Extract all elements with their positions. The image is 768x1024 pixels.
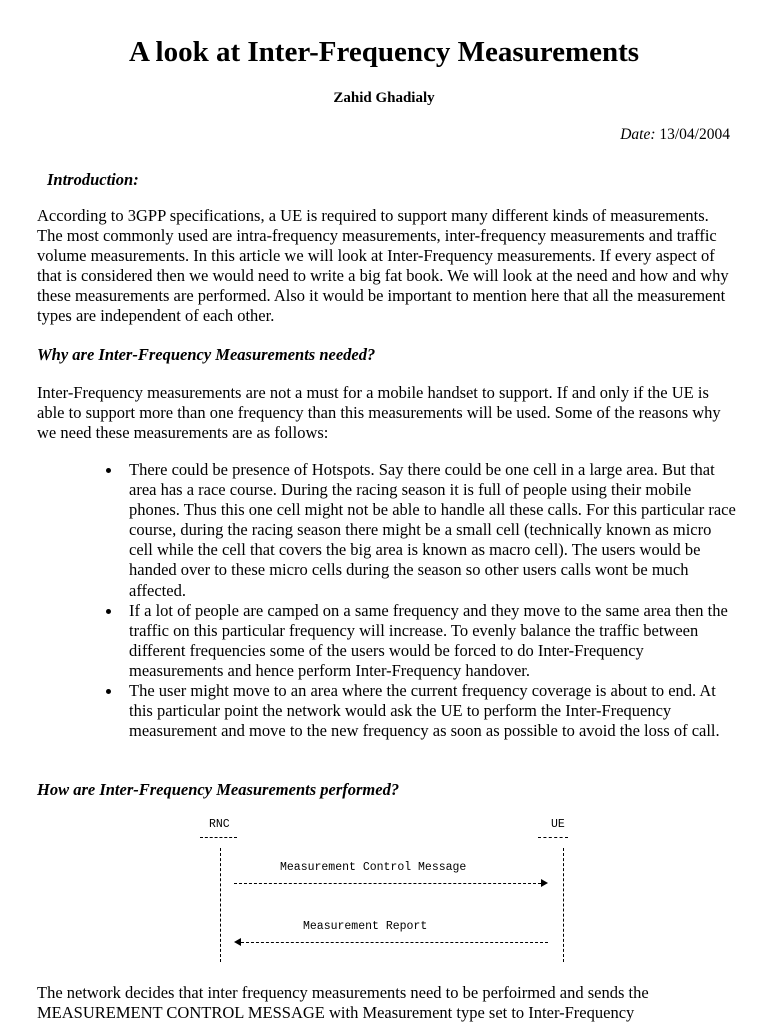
date-label: Date: <box>620 126 656 143</box>
list-item-text: If a lot of people are camped on a same frequency and they move to the same area then the traffic on this particular frequency will increase. To evenly balance the traffic between different frequencies some of the users would be forced to do Inter-Frequency measurements and hence perform Inter-Frequency handover. <box>129 600 728 680</box>
list-item-text: The user might move to an area where the current frequency coverage is about to end. At this particular point the network would ask the UE to perform the Inter-Frequency measurement and move to the new frequency as soon as possible to avoid the loss of call. <box>129 681 720 741</box>
list-item <box>37 460 737 601</box>
bullet-icon <box>106 689 111 694</box>
reasons-list <box>37 460 737 741</box>
right-arrow-icon <box>541 879 548 887</box>
measurement-report-label: Measurement Report <box>303 920 428 933</box>
measurement-report-arrow-line <box>241 942 548 943</box>
list-item-text: There could be presence of Hotspots. Say there could be one cell in a large area. But that area has a race course. During the racing season it is full of people using their mobile phones. Thus this one cell might not be able to handle all these calls. For this particular race course, during the racing season there might be a small cell (technically known as micro cell while the cell that covers the big area is known as macro cell). The users would be handed over to these micro cells during the season so other users calls wont be much affected. <box>129 460 736 600</box>
message-sequence-diagram <box>0 816 768 966</box>
left-arrow-icon <box>234 938 241 946</box>
how-heading: How are Inter-Frequency Measurements performed? <box>37 780 400 799</box>
how-paragraph: The network decides that inter frequency measurements need to be perfoirmed and sends the MEASUREMENT CONTROL MESSAGE with Measurement type set to Inter-Frequency <box>37 983 649 1023</box>
measurement-control-message-label: Measurement Control Message <box>280 861 467 874</box>
measurement-control-arrow-line <box>234 883 541 884</box>
rnc-label: RNC <box>209 818 230 831</box>
ue-underline <box>538 837 568 838</box>
bullet-icon <box>106 468 111 473</box>
why-heading: Why are Inter-Frequency Measurements needed? <box>37 345 376 364</box>
bullet-icon <box>106 609 111 614</box>
introduction-heading: Introduction: <box>47 170 139 189</box>
rnc-lifeline <box>220 848 221 962</box>
ue-lifeline <box>563 848 564 962</box>
list-item <box>37 601 737 681</box>
document-title: A look at Inter-Frequency Measurements <box>128 36 640 68</box>
ue-label: UE <box>551 818 565 831</box>
why-paragraph: Inter-Frequency measurements are not a must for a mobile handset to support. If and only if the UE is able to support more than one frequency than this measurements will be used. Some of the reasons why we need these measurements are as follows: <box>37 383 721 443</box>
document-date <box>620 126 730 144</box>
date-value: 13/04/2004 <box>659 126 730 143</box>
introduction-paragraph: According to 3GPP specifications, a UE is required to support many different kinds of measurements. The most commonly used are intra-frequency measurements, inter-frequency measurements and traffic volume measurements. In this article we will look at Inter-Frequency measurements. If every aspect of that is considered then we would need to write a big fat book. We will look at the need and how and why these measurements are performed. Also it would be important to mention here that all the measurement types are independent of each other. <box>37 206 729 326</box>
author-name: Zahid Ghadialy <box>333 90 435 106</box>
list-item <box>37 681 737 741</box>
rnc-underline <box>200 837 237 838</box>
